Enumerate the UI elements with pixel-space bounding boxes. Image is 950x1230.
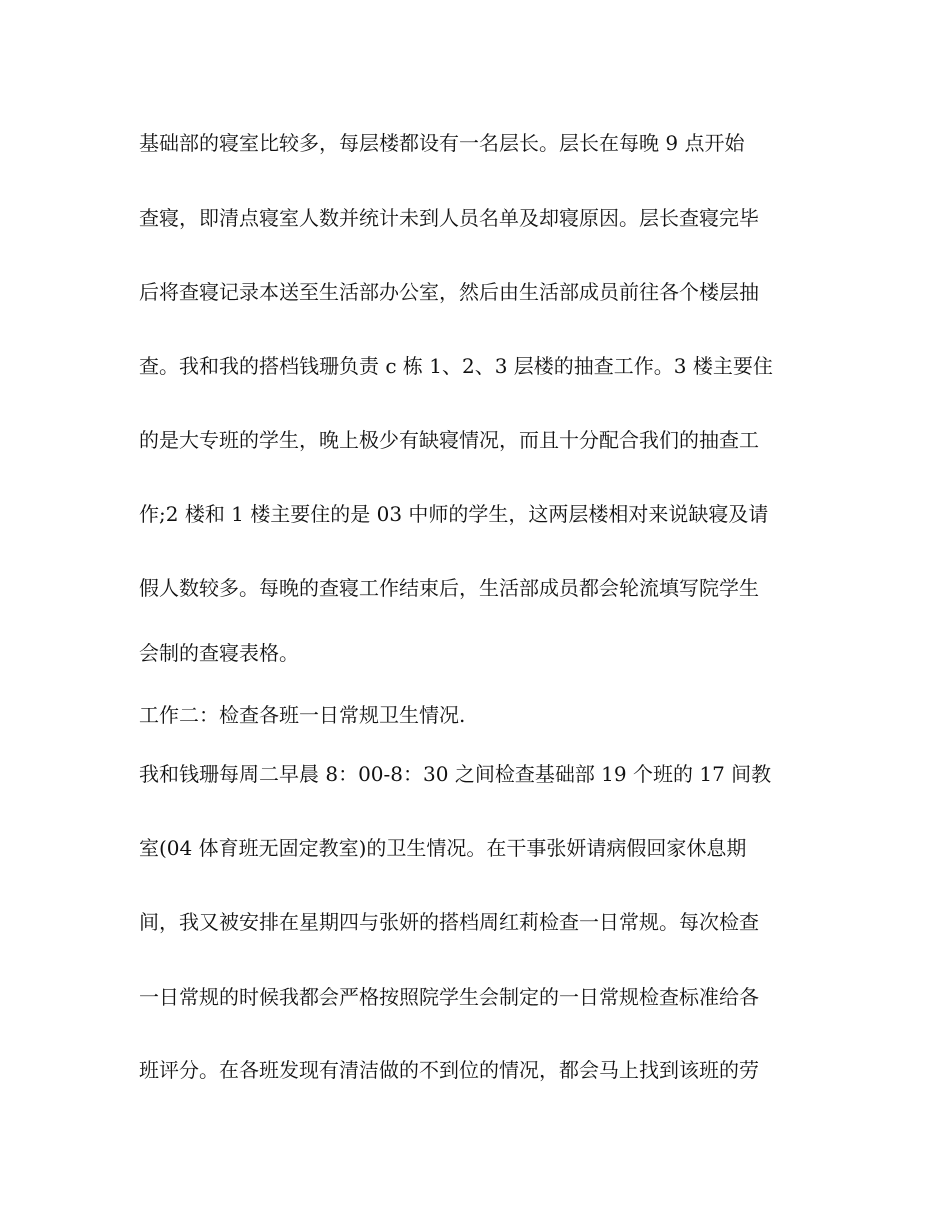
paragraph-line: 假人数较多。每晚的查寝工作结束后，生活部成员都会轮流填写院学生 xyxy=(139,576,759,600)
paragraph-line: 班评分。在各班发现有清洁做的不到位的情况，都会马上找到该班的劳 xyxy=(139,1058,759,1082)
paragraph-line: 基础部的寝室比较多，每层楼都设有一名层长。层长在每晚 9 点开始 xyxy=(139,131,745,155)
paragraph-line: 间，我又被安排在星期四与张妍的搭档周红莉检查一日常规。每次检查 xyxy=(139,910,759,934)
paragraph-line: 查。我和我的搭档钱珊负责 c 栋 1、2、3 层楼的抽查工作。3 楼主要住 xyxy=(139,354,773,378)
paragraph-line: 后将查寝记录本送至生活部办公室，然后由生活部成员前往各个楼层抽 xyxy=(139,280,759,304)
section-heading: 工作二：检查各班一日常规卫生情况. xyxy=(139,703,466,727)
paragraph-line: 室(04 体育班无固定教室)的卫生情况。在干事张妍请病假回家休息期 xyxy=(139,836,747,860)
paragraph-line: 查寝，即清点寝室人数并统计未到人员名单及却寝原因。层长查寝完毕 xyxy=(139,206,759,230)
paragraph-line: 作;2 楼和 1 楼主要住的是 03 中师的学生，这两层楼相对来说缺寝及请 xyxy=(139,502,769,526)
paragraph-line: 会制的查寝表格。 xyxy=(139,641,299,665)
paragraph-line: 我和钱珊每周二早晨 8：00-8：30 之间检查基础部 19 个班的 17 间教 xyxy=(139,762,772,786)
paragraph-line: 的是大专班的学生，晚上极少有缺寝情况，而且十分配合我们的抽查工 xyxy=(139,428,759,452)
paragraph-line: 一日常规的时候我都会严格按照院学生会制定的一日常规检查标准给各 xyxy=(139,985,759,1009)
